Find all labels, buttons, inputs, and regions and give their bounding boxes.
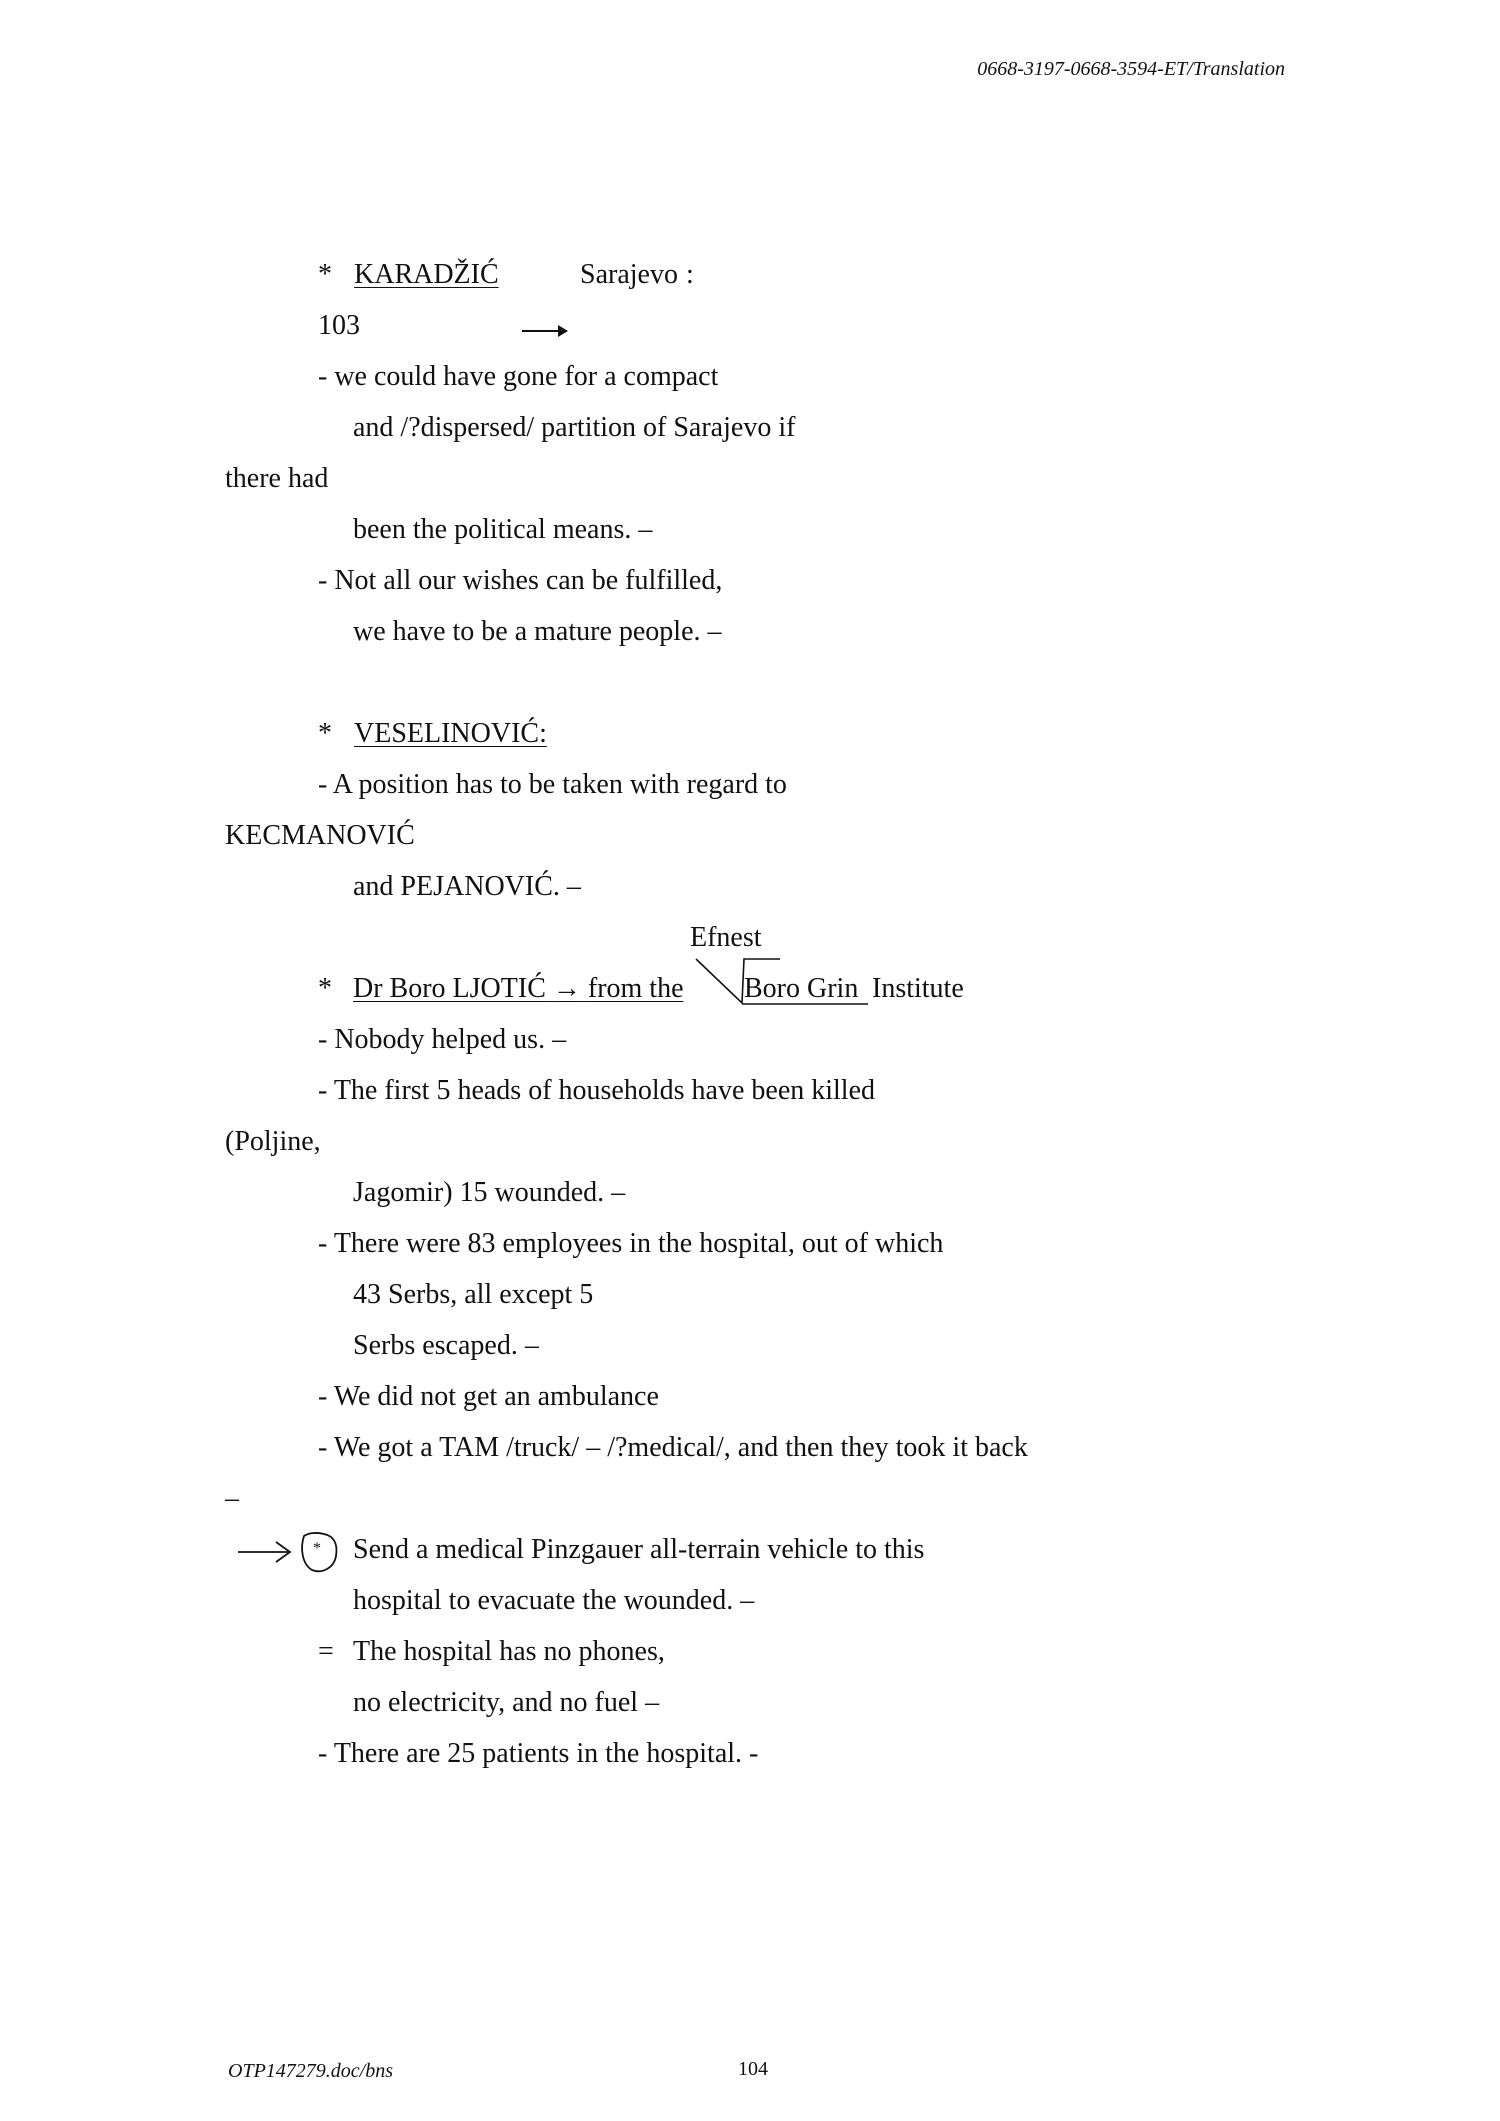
bullet-asterisk: *	[318, 718, 332, 749]
circled-asterisk-mark-icon	[296, 1530, 342, 1574]
text-line: The hospital has no phones,	[353, 1636, 665, 1667]
handwritten-insertion-mark	[690, 955, 870, 1007]
text-line: Jagomir) 15 wounded. –	[353, 1177, 626, 1208]
heading-colon: :	[686, 259, 694, 290]
text-line: - Nobody helped us. –	[318, 1024, 567, 1055]
text-line: been the political means. –	[353, 514, 653, 545]
text-line: (Poljine,	[225, 1126, 321, 1157]
text-line: Send a medical Pinzgauer all-terrain vehicle to this	[353, 1534, 925, 1565]
bullet-asterisk: *	[318, 973, 332, 1004]
svg-text:*: *	[313, 1540, 321, 1557]
text-line: no electricity, and no fuel –	[353, 1687, 660, 1718]
text-line: - Not all our wishes can be fulfilled,	[318, 565, 723, 596]
text-line: - We got a TAM /truck/ – /?medical/, and then they took it back	[318, 1432, 1028, 1463]
place-name: Sarajevo	[580, 259, 678, 290]
text-line: –	[225, 1483, 239, 1514]
page-number: 104	[738, 2058, 768, 2080]
text-line: and /?dispersed/ partition of Sarajevo if	[353, 412, 796, 443]
text-line: there had	[225, 463, 329, 494]
handwritten-annotation: Efnest	[690, 922, 762, 953]
handwritten-arrow-icon	[520, 322, 570, 338]
text-line: - The first 5 heads of households have been killed	[318, 1075, 876, 1106]
speaker-veselinovic-heading: VESELINOVIĆ:	[354, 718, 547, 749]
page-reference-number: 103	[318, 310, 360, 341]
text-line: - There are 25 patients in the hospital. -	[318, 1738, 759, 1769]
text-line: KECMANOVIĆ	[225, 820, 415, 851]
institute-name-part: Boro Grin	[744, 973, 859, 1004]
speaker-ljotic-heading	[353, 972, 976, 1006]
speaker-name: Dr Boro LJOTIĆ	[353, 973, 546, 1004]
right-arrow-icon: →	[552, 973, 581, 1004]
text-line: 43 Serbs, all except 5	[353, 1279, 594, 1310]
from-the-text: from the	[587, 973, 684, 1004]
footer-filename: OTP147279.doc/bns	[228, 2060, 393, 2082]
text-line: and PEJANOVIĆ. –	[353, 871, 581, 902]
institute-word: Institute	[872, 973, 964, 1004]
text-line: - A position has to be taken with regard to	[318, 769, 787, 800]
text-line: Serbs escaped. –	[353, 1330, 539, 1361]
text-line: - There were 83 employees in the hospital, out of which	[318, 1228, 944, 1259]
bullet-asterisk: *	[318, 259, 332, 290]
document-reference: 0668-3197-0668-3594-ET/Translation	[977, 58, 1285, 80]
text-line: - We did not get an ambulance	[318, 1381, 659, 1412]
handwritten-arrow-icon	[236, 1536, 296, 1566]
text-line: hospital to evacuate the wounded. –	[353, 1585, 755, 1616]
speaker-name: KARADŽIĆ	[354, 259, 499, 290]
text-line: - we could have gone for a compact	[318, 361, 719, 392]
text-line: we have to be a mature people. –	[353, 616, 722, 647]
equals-bullet: =	[318, 1636, 334, 1667]
speaker-karadzic-heading	[336, 258, 686, 292]
